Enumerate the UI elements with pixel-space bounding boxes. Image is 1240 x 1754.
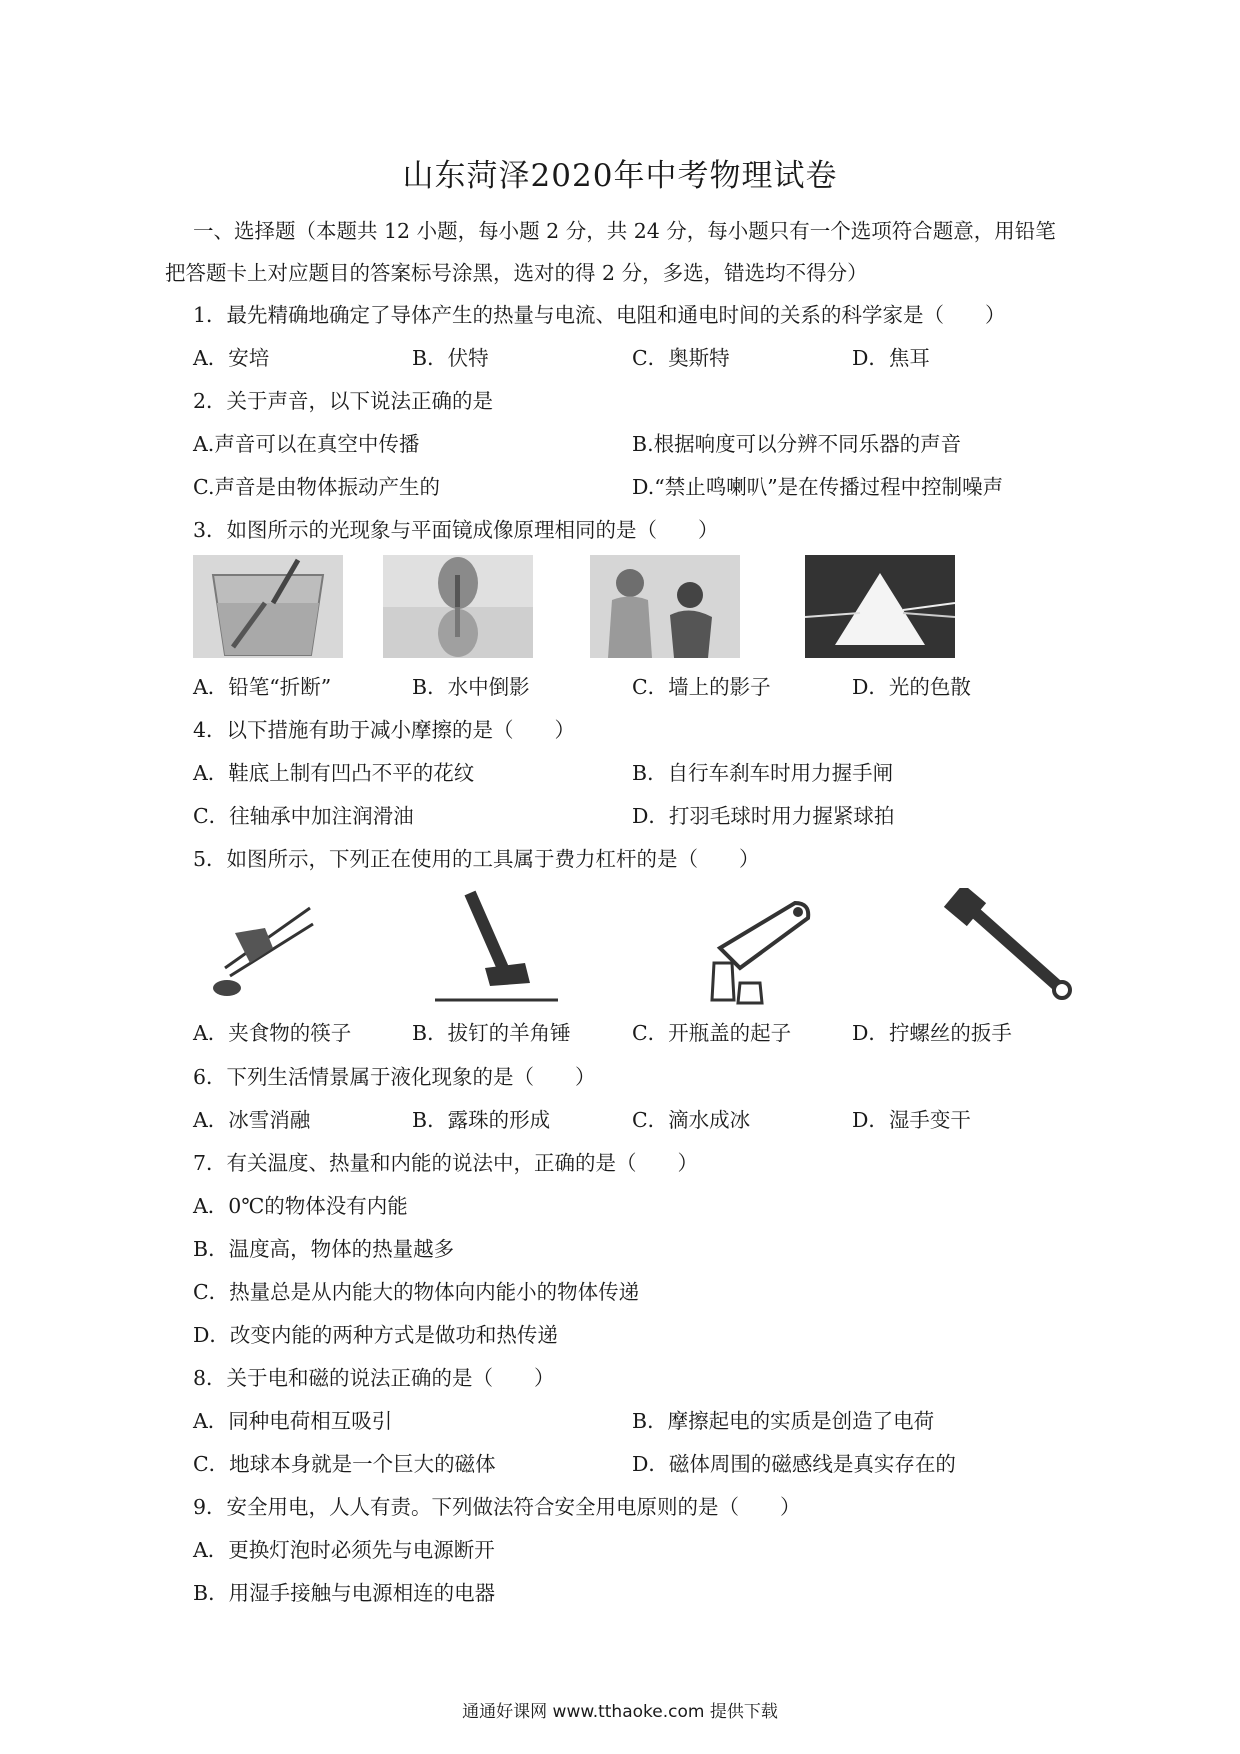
question-3-stem: 3．如图所示的光现象与平面镜成像原理相同的是（ ）: [193, 518, 719, 542]
question-9-option-a: A．更换灯泡时必须先与电源断开: [193, 1538, 495, 1562]
question-9-stem: 9．安全用电，人人有责。下列做法符合安全用电原则的是（ ）: [193, 1495, 801, 1519]
question-8-option-b: B．摩擦起电的实质是创造了电荷: [632, 1409, 935, 1433]
prism-dispersion-photo: [805, 555, 955, 658]
question-6-option-d: D．湿手变干: [852, 1108, 971, 1132]
question-8-option-d: D．磁体周围的磁感线是真实存在的: [632, 1452, 956, 1476]
question-3-option-d: D．光的色散: [852, 675, 971, 699]
question-8-option-a: A．同种电荷相互吸引: [193, 1409, 393, 1433]
tree-reflection-photo: [383, 555, 533, 658]
question-9-option-b: B．用湿手接触与电源相连的电器: [193, 1581, 496, 1605]
question-4-option-d: D．打羽毛球时用力握紧球拍: [632, 804, 895, 828]
question-2-option-d: D.“禁止鸣喇叭”是在传播过程中控制噪声: [632, 475, 1004, 499]
question-4-option-a: A．鞋底上制有凹凸不平的花纹: [193, 761, 475, 785]
question-1-stem: 1．最先精确地确定了导体产生的热量与电流、电阻和通电时间的关系的科学家是（ ）: [193, 303, 1006, 327]
question-7-stem: 7．有关温度、热量和内能的说法中，正确的是（ ）: [193, 1151, 699, 1175]
question-6-option-c: C．滴水成冰: [632, 1108, 751, 1132]
section-instructions-line1: 一、选择题（本题共 12 小题，每小题 2 分，共 24 分，每小题只有一个选项符合题意，用铅笔: [193, 219, 1056, 243]
question-2-option-b: B.根据响度可以分辨不同乐器的声音: [632, 432, 962, 456]
question-7-option-b: B．温度高，物体的热量越多: [193, 1237, 455, 1261]
page-footer: 通通好课网 www.tthaoke.com 提供下载: [462, 1702, 778, 1722]
question-6-option-a: A．冰雪消融: [193, 1108, 311, 1132]
question-7-option-a: A．0℃的物体没有内能: [193, 1194, 408, 1218]
question-2-option-a: A.声音可以在真空中传播: [193, 432, 420, 456]
question-1-option-b: B．伏特: [412, 346, 489, 370]
pencil-in-water-photo: [193, 555, 343, 658]
question-7-option-c: C．热量总是从内能大的物体向内能小的物体传递: [193, 1280, 640, 1304]
question-3-option-a: A．铅笔“折断”: [193, 675, 332, 699]
question-8-option-c: C．地球本身就是一个巨大的磁体: [193, 1452, 496, 1476]
question-5-option-a: A．夹食物的筷子: [193, 1021, 352, 1045]
question-4-option-c: C．往轴承中加注润滑油: [193, 804, 414, 828]
question-1-option-a: A．安培: [193, 346, 270, 370]
question-3-option-c: C．墙上的影子: [632, 675, 771, 699]
question-8-stem: 8．关于电和磁的说法正确的是（ ）: [193, 1366, 555, 1390]
section-instructions-line2: 把答题卡上对应题目的答案标号涂黑，选对的得 2 分，多选，错选均不得分）: [165, 261, 868, 285]
question-1-option-c: C．奥斯特: [632, 346, 730, 370]
wrench-icon: [940, 888, 1080, 1006]
bottle-opener-icon: [700, 888, 820, 1006]
question-4-option-b: B．自行车刹车时用力握手闸: [632, 761, 894, 785]
question-5-stem: 5．如图所示，下列正在使用的工具属于费力杠杆的是（ ）: [193, 847, 760, 871]
wall-shadow-photo: [590, 555, 740, 658]
question-2-stem: 2．关于声音，以下说法正确的是: [193, 389, 494, 413]
chopsticks-icon: [195, 888, 315, 1006]
question-5-option-c: C．开瓶盖的起子: [632, 1021, 792, 1045]
question-5-option-b: B．拔钉的羊角锤: [412, 1021, 571, 1045]
question-4-stem: 4．以下措施有助于减小摩擦的是（ ）: [193, 718, 576, 742]
claw-hammer-icon: [430, 888, 560, 1006]
question-5-option-d: D．拧螺丝的扳手: [852, 1021, 1012, 1045]
question-3-option-b: B．水中倒影: [412, 675, 530, 699]
question-7-option-d: D．改变内能的两种方式是做功和热传递: [193, 1323, 558, 1347]
exam-title: 山东菏泽2020年中考物理试卷: [402, 158, 838, 194]
question-6-option-b: B．露珠的形成: [412, 1108, 551, 1132]
question-6-stem: 6．下列生活情景属于液化现象的是（ ）: [193, 1065, 596, 1089]
question-1-option-d: D．焦耳: [852, 346, 930, 370]
question-2-option-c: C.声音是由物体振动产生的: [193, 475, 440, 499]
